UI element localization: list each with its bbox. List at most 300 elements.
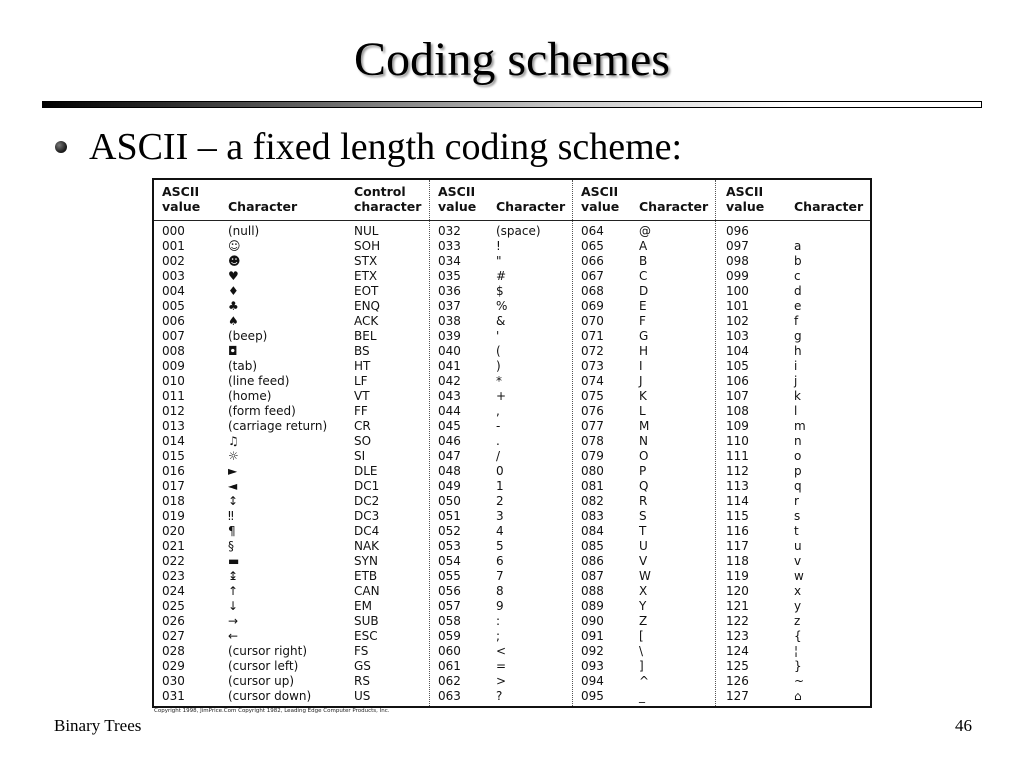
ascii-value-cell: 049 bbox=[438, 479, 461, 494]
ascii-value-cell: 012 bbox=[162, 404, 185, 419]
ascii-value-cell: 086 bbox=[581, 554, 604, 569]
header-character: Character bbox=[496, 199, 566, 214]
character-cell: j bbox=[794, 374, 798, 389]
character-cell: g bbox=[794, 329, 802, 344]
ascii-value-cell: 069 bbox=[581, 299, 604, 314]
character-cell: ☼ bbox=[228, 449, 239, 464]
ascii-value-cell: 013 bbox=[162, 419, 185, 434]
character-cell: m bbox=[794, 419, 806, 434]
ascii-value-cell: 011 bbox=[162, 389, 185, 404]
ascii-value-cell: 034 bbox=[438, 254, 461, 269]
character-cell: (cursor up) bbox=[228, 674, 295, 689]
control-character-cell: CR bbox=[354, 419, 371, 434]
ascii-value-cell: 110 bbox=[726, 434, 749, 449]
character-cell: 1 bbox=[496, 479, 504, 494]
ascii-value-cell: 066 bbox=[581, 254, 604, 269]
header-control-character: Control character bbox=[354, 184, 422, 214]
character-cell: p bbox=[794, 464, 802, 479]
character-cell: ; bbox=[496, 629, 501, 644]
character-cell: (line feed) bbox=[228, 374, 290, 389]
character-cell: 4 bbox=[496, 524, 504, 539]
ascii-value-cell: 070 bbox=[581, 314, 604, 329]
character-cell: ☺ bbox=[228, 239, 241, 254]
ascii-value-cell: 074 bbox=[581, 374, 604, 389]
bullet-text: ASCII – a fixed length coding scheme: bbox=[89, 126, 683, 168]
ascii-value-cell: 056 bbox=[438, 584, 461, 599]
ascii-table bbox=[152, 178, 872, 708]
ascii-value-cell: 080 bbox=[581, 464, 604, 479]
character-cell: C bbox=[639, 269, 648, 284]
ascii-value-cell: 057 bbox=[438, 599, 461, 614]
ascii-value-cell: 054 bbox=[438, 554, 461, 569]
character-cell: A bbox=[639, 239, 648, 254]
character-cell: s bbox=[794, 509, 801, 524]
ascii-value-cell: 068 bbox=[581, 284, 604, 299]
header-character: Character bbox=[228, 199, 298, 214]
character-cell: ↑ bbox=[228, 584, 239, 599]
control-character-cell: ESC bbox=[354, 629, 378, 644]
bullet-icon bbox=[55, 141, 67, 153]
control-character-cell: GS bbox=[354, 659, 371, 674]
character-cell: D bbox=[639, 284, 649, 299]
character-cell: 0 bbox=[496, 464, 504, 479]
ascii-value-cell: 046 bbox=[438, 434, 461, 449]
character-cell: ♠ bbox=[228, 314, 239, 329]
character-cell: t bbox=[794, 524, 799, 539]
character-cell: $ bbox=[496, 284, 504, 299]
character-cell: Z bbox=[639, 614, 648, 629]
ascii-value-cell: 055 bbox=[438, 569, 461, 584]
control-character-cell: BEL bbox=[354, 329, 377, 344]
ascii-value-cell: 021 bbox=[162, 539, 185, 554]
ascii-value-cell: 028 bbox=[162, 644, 185, 659]
character-cell: 6 bbox=[496, 554, 504, 569]
ascii-value-cell: 119 bbox=[726, 569, 749, 584]
ascii-value-cell: 118 bbox=[726, 554, 749, 569]
header-character: Character bbox=[794, 199, 864, 214]
character-cell: y bbox=[794, 599, 802, 614]
ascii-value-cell: 035 bbox=[438, 269, 461, 284]
character-cell: ◄ bbox=[228, 479, 238, 494]
ascii-value-cell: 045 bbox=[438, 419, 461, 434]
character-cell: 2 bbox=[496, 494, 504, 509]
control-character-cell: STX bbox=[354, 254, 378, 269]
character-cell: ↓ bbox=[228, 599, 239, 614]
ascii-value-cell: 090 bbox=[581, 614, 604, 629]
character-cell: < bbox=[496, 644, 507, 659]
ascii-value-cell: 063 bbox=[438, 689, 461, 704]
ascii-value-cell: 000 bbox=[162, 224, 185, 238]
character-cell: (carriage return) bbox=[228, 419, 328, 434]
character-cell: w bbox=[794, 569, 804, 584]
ascii-column-group-1 bbox=[154, 180, 428, 706]
bullet-item bbox=[55, 122, 682, 172]
ascii-value-cell: 058 bbox=[438, 614, 461, 629]
ascii-value-cell: 113 bbox=[726, 479, 749, 494]
character-cell: , bbox=[496, 404, 500, 419]
character-cell: d bbox=[794, 284, 802, 299]
character-cell: . bbox=[496, 434, 500, 449]
control-character-cell: SUB bbox=[354, 614, 379, 629]
control-character-cell: ENQ bbox=[354, 299, 381, 314]
character-cell: ~ bbox=[794, 674, 805, 689]
ascii-column-group-4 bbox=[715, 180, 871, 706]
title-underline bbox=[42, 101, 982, 108]
control-character-cell: NAK bbox=[354, 539, 380, 554]
ascii-value-cell: 029 bbox=[162, 659, 185, 674]
ascii-value-cell: 106 bbox=[726, 374, 749, 389]
ascii-value-cell: 006 bbox=[162, 314, 185, 329]
character-cell: ↨ bbox=[228, 569, 239, 584]
ascii-value-cell: 084 bbox=[581, 524, 604, 539]
ascii-value-cell: 059 bbox=[438, 629, 461, 644]
character-cell: ? bbox=[496, 689, 503, 704]
character-cell: N bbox=[639, 434, 648, 449]
ascii-column-group-2 bbox=[429, 180, 572, 706]
ascii-value-cell: 108 bbox=[726, 404, 749, 419]
character-cell: L bbox=[639, 404, 646, 419]
ascii-value-cell: 072 bbox=[581, 344, 604, 359]
character-cell: → bbox=[228, 614, 239, 629]
character-cell: ♥ bbox=[228, 269, 239, 284]
character-cell: O bbox=[639, 449, 649, 464]
character-cell: X bbox=[639, 584, 648, 599]
character-cell: ] bbox=[639, 659, 644, 674]
character-cell: ¶ bbox=[228, 524, 236, 539]
character-cell: (space) bbox=[496, 224, 541, 238]
ascii-value-cell: 023 bbox=[162, 569, 185, 584]
character-cell: Q bbox=[639, 479, 649, 494]
header-ascii-value: ASCII value bbox=[581, 184, 620, 214]
ascii-value-cell: 071 bbox=[581, 329, 604, 344]
character-cell: W bbox=[639, 569, 651, 584]
character-cell: B bbox=[639, 254, 648, 269]
character-cell: G bbox=[639, 329, 649, 344]
ascii-value-cell: 081 bbox=[581, 479, 604, 494]
ascii-value-cell: 022 bbox=[162, 554, 185, 569]
ascii-value-cell: 020 bbox=[162, 524, 185, 539]
character-cell: v bbox=[794, 554, 802, 569]
character-cell: \ bbox=[639, 644, 644, 659]
character-cell: (home) bbox=[228, 389, 272, 404]
character-cell: / bbox=[496, 449, 501, 464]
ascii-value-cell: 031 bbox=[162, 689, 185, 704]
ascii-value-cell: 091 bbox=[581, 629, 604, 644]
character-cell: ¦ bbox=[794, 644, 799, 659]
character-cell: ◘ bbox=[228, 344, 238, 359]
ascii-value-cell: 038 bbox=[438, 314, 461, 329]
ascii-value-cell: 036 bbox=[438, 284, 461, 299]
ascii-value-cell: 001 bbox=[162, 239, 185, 254]
ascii-value-cell: 112 bbox=[726, 464, 749, 479]
ascii-value-cell: 104 bbox=[726, 344, 749, 359]
ascii-value-cell: 024 bbox=[162, 584, 185, 599]
character-cell: ^ bbox=[639, 674, 650, 689]
character-cell: r bbox=[794, 494, 799, 509]
ascii-value-cell: 089 bbox=[581, 599, 604, 614]
ascii-value-cell: 125 bbox=[726, 659, 749, 674]
control-character-cell: DC3 bbox=[354, 509, 380, 524]
character-cell: E bbox=[639, 299, 647, 314]
character-cell: q bbox=[794, 479, 802, 494]
character-cell: @ bbox=[639, 224, 651, 238]
character-cell: _ bbox=[639, 689, 645, 704]
ascii-value-cell: 025 bbox=[162, 599, 185, 614]
character-cell: ♦ bbox=[228, 284, 239, 299]
control-character-cell: LF bbox=[354, 374, 368, 389]
ascii-value-cell: 085 bbox=[581, 539, 604, 554]
header-ascii-value: ASCII value bbox=[438, 184, 477, 214]
character-cell: - bbox=[496, 419, 501, 434]
control-character-cell: FS bbox=[354, 644, 369, 659]
ascii-value-cell: 015 bbox=[162, 449, 185, 464]
header-ascii-value: ASCII value bbox=[726, 184, 765, 214]
control-character-cell: VT bbox=[354, 389, 370, 404]
character-cell: ' bbox=[496, 329, 500, 344]
character-cell: Y bbox=[639, 599, 647, 614]
character-cell: T bbox=[639, 524, 647, 539]
control-character-cell: EOT bbox=[354, 284, 379, 299]
character-cell: (cursor left) bbox=[228, 659, 299, 674]
ascii-value-cell: 075 bbox=[581, 389, 604, 404]
character-cell: ! bbox=[496, 239, 501, 254]
ascii-value-cell: 026 bbox=[162, 614, 185, 629]
ascii-value-cell: 121 bbox=[726, 599, 749, 614]
control-character-cell: US bbox=[354, 689, 371, 704]
ascii-value-cell: 019 bbox=[162, 509, 185, 524]
ascii-value-cell: 079 bbox=[581, 449, 604, 464]
ascii-value-cell: 003 bbox=[162, 269, 185, 284]
ascii-value-cell: 018 bbox=[162, 494, 185, 509]
ascii-value-cell: 115 bbox=[726, 509, 749, 524]
character-cell: ← bbox=[228, 629, 239, 644]
character-cell: ⌂ bbox=[794, 689, 802, 704]
ascii-value-cell: 064 bbox=[581, 224, 604, 238]
control-character-cell: DC2 bbox=[354, 494, 380, 509]
control-character-cell: SI bbox=[354, 449, 366, 464]
ascii-value-cell: 010 bbox=[162, 374, 185, 389]
character-cell: & bbox=[496, 314, 506, 329]
control-character-cell: SO bbox=[354, 434, 372, 449]
ascii-value-cell: 062 bbox=[438, 674, 461, 689]
character-cell: ♣ bbox=[228, 299, 239, 314]
ascii-value-cell: 097 bbox=[726, 239, 749, 254]
control-character-cell: DC4 bbox=[354, 524, 380, 539]
ascii-value-cell: 099 bbox=[726, 269, 749, 284]
character-cell: ↕ bbox=[228, 494, 239, 509]
ascii-value-cell: 051 bbox=[438, 509, 461, 524]
character-cell: (cursor right) bbox=[228, 644, 308, 659]
ascii-value-cell: 092 bbox=[581, 644, 604, 659]
control-character-cell: ETX bbox=[354, 269, 378, 284]
header-divider bbox=[154, 220, 870, 221]
ascii-value-cell: 043 bbox=[438, 389, 461, 404]
character-cell: ♫ bbox=[228, 434, 239, 449]
control-character-cell: FF bbox=[354, 404, 368, 419]
character-cell: (beep) bbox=[228, 329, 268, 344]
control-character-cell: DC1 bbox=[354, 479, 380, 494]
ascii-value-cell: 083 bbox=[581, 509, 604, 524]
slide-title: Coding schemes bbox=[354, 33, 670, 86]
control-character-cell: SYN bbox=[354, 554, 378, 569]
ascii-value-cell: 048 bbox=[438, 464, 461, 479]
ascii-value-cell: 047 bbox=[438, 449, 461, 464]
ascii-value-cell: 050 bbox=[438, 494, 461, 509]
ascii-value-cell: 100 bbox=[726, 284, 749, 299]
character-cell: a bbox=[794, 239, 802, 254]
character-cell: R bbox=[639, 494, 648, 509]
character-cell: V bbox=[639, 554, 648, 569]
ascii-value-cell: 007 bbox=[162, 329, 185, 344]
ascii-value-cell: 073 bbox=[581, 359, 604, 374]
ascii-value-cell: 009 bbox=[162, 359, 185, 374]
character-cell: ( bbox=[496, 344, 501, 359]
control-character-cell: NUL bbox=[354, 224, 379, 238]
ascii-value-cell: 004 bbox=[162, 284, 185, 299]
character-cell: F bbox=[639, 314, 646, 329]
character-cell: S bbox=[639, 509, 647, 524]
ascii-value-cell: 052 bbox=[438, 524, 461, 539]
character-cell: { bbox=[794, 629, 802, 644]
control-character-cell: EM bbox=[354, 599, 372, 614]
character-cell: c bbox=[794, 269, 801, 284]
ascii-value-cell: 014 bbox=[162, 434, 185, 449]
character-cell: I bbox=[639, 359, 643, 374]
ascii-value-cell: 060 bbox=[438, 644, 461, 659]
ascii-value-cell: 017 bbox=[162, 479, 185, 494]
character-cell: h bbox=[794, 344, 802, 359]
ascii-value-cell: 002 bbox=[162, 254, 185, 269]
character-cell: § bbox=[228, 539, 234, 554]
footer-title: Binary Trees bbox=[54, 716, 142, 735]
ascii-value-cell: 117 bbox=[726, 539, 749, 554]
control-character-cell: BS bbox=[354, 344, 370, 359]
ascii-value-cell: 122 bbox=[726, 614, 749, 629]
ascii-value-cell: 061 bbox=[438, 659, 461, 674]
character-cell: i bbox=[794, 359, 798, 374]
character-cell: 8 bbox=[496, 584, 504, 599]
character-cell: (cursor down) bbox=[228, 689, 312, 704]
character-cell: e bbox=[794, 299, 802, 314]
character-cell: 7 bbox=[496, 569, 504, 584]
character-cell: H bbox=[639, 344, 649, 359]
ascii-value-cell: 088 bbox=[581, 584, 604, 599]
character-cell: [ bbox=[639, 629, 644, 644]
character-cell: * bbox=[496, 374, 502, 389]
character-cell: k bbox=[794, 389, 801, 404]
ascii-value-cell: 027 bbox=[162, 629, 185, 644]
ascii-value-cell: 016 bbox=[162, 464, 185, 479]
control-character-cell: RS bbox=[354, 674, 370, 689]
character-cell: l bbox=[794, 404, 798, 419]
character-cell: ► bbox=[228, 464, 238, 479]
ascii-value-cell: 093 bbox=[581, 659, 604, 674]
character-cell: U bbox=[639, 539, 648, 554]
character-cell: (null) bbox=[228, 224, 260, 238]
character-cell: ▬ bbox=[228, 554, 240, 569]
character-cell: ‼ bbox=[228, 509, 234, 524]
character-cell: b bbox=[794, 254, 802, 269]
character-cell: ☻ bbox=[228, 254, 241, 269]
character-cell: 3 bbox=[496, 509, 504, 524]
ascii-value-cell: 040 bbox=[438, 344, 461, 359]
ascii-value-cell: 067 bbox=[581, 269, 604, 284]
ascii-value-cell: 039 bbox=[438, 329, 461, 344]
character-cell: 9 bbox=[496, 599, 504, 614]
ascii-value-cell: 094 bbox=[581, 674, 604, 689]
character-cell: f bbox=[794, 314, 799, 329]
ascii-value-cell: 030 bbox=[162, 674, 185, 689]
character-cell: o bbox=[794, 449, 802, 464]
character-cell: K bbox=[639, 389, 647, 404]
character-cell: M bbox=[639, 419, 650, 434]
character-cell: ) bbox=[496, 359, 501, 374]
ascii-value-cell: 032 bbox=[438, 224, 461, 238]
character-cell: 5 bbox=[496, 539, 504, 554]
ascii-value-cell: 109 bbox=[726, 419, 749, 434]
character-cell: > bbox=[496, 674, 507, 689]
ascii-value-cell: 107 bbox=[726, 389, 749, 404]
header-character: Character bbox=[639, 199, 709, 214]
ascii-value-cell: 082 bbox=[581, 494, 604, 509]
character-cell: + bbox=[496, 389, 507, 404]
character-cell: z bbox=[794, 614, 801, 629]
page-number: 46 bbox=[955, 716, 972, 735]
ascii-value-cell: 120 bbox=[726, 584, 749, 599]
ascii-value-cell: 065 bbox=[581, 239, 604, 254]
ascii-value-cell: 041 bbox=[438, 359, 461, 374]
character-cell: } bbox=[794, 659, 802, 674]
ascii-value-cell: 127 bbox=[726, 689, 749, 704]
ascii-value-cell: 114 bbox=[726, 494, 749, 509]
ascii-value-cell: 037 bbox=[438, 299, 461, 314]
character-cell: (form feed) bbox=[228, 404, 296, 419]
ascii-value-cell: 111 bbox=[726, 449, 749, 464]
control-character-cell: CAN bbox=[354, 584, 380, 599]
character-cell: # bbox=[496, 269, 507, 284]
character-cell: n bbox=[794, 434, 802, 449]
character-cell: " bbox=[496, 254, 502, 269]
ascii-value-cell: 102 bbox=[726, 314, 749, 329]
control-character-cell: DLE bbox=[354, 464, 378, 479]
ascii-value-cell: 044 bbox=[438, 404, 461, 419]
ascii-column-group-3 bbox=[572, 180, 715, 706]
ascii-value-cell: 042 bbox=[438, 374, 461, 389]
control-character-cell: HT bbox=[354, 359, 371, 374]
ascii-value-cell: 033 bbox=[438, 239, 461, 254]
character-cell: : bbox=[496, 614, 501, 629]
ascii-value-cell: 008 bbox=[162, 344, 185, 359]
control-character-cell: ACK bbox=[354, 314, 379, 329]
table-credit: Copyright 1998, JimPrice.Com Copyright 1982, Leading Edge Computer Products, Inc. bbox=[154, 708, 390, 714]
ascii-value-cell: 076 bbox=[581, 404, 604, 419]
ascii-value-cell: 103 bbox=[726, 329, 749, 344]
character-cell: P bbox=[639, 464, 647, 479]
ascii-value-cell: 096 bbox=[726, 224, 749, 238]
control-character-cell: ETB bbox=[354, 569, 378, 584]
ascii-value-cell: 005 bbox=[162, 299, 185, 314]
ascii-value-cell: 126 bbox=[726, 674, 749, 689]
character-cell: = bbox=[496, 659, 507, 674]
control-character-cell: SOH bbox=[354, 239, 381, 254]
character-cell: u bbox=[794, 539, 802, 554]
character-cell: (tab) bbox=[228, 359, 258, 374]
character-cell: % bbox=[496, 299, 508, 314]
ascii-value-cell: 087 bbox=[581, 569, 604, 584]
header-ascii-value: ASCII value bbox=[162, 184, 201, 214]
ascii-value-cell: 101 bbox=[726, 299, 749, 314]
ascii-value-cell: 116 bbox=[726, 524, 749, 539]
